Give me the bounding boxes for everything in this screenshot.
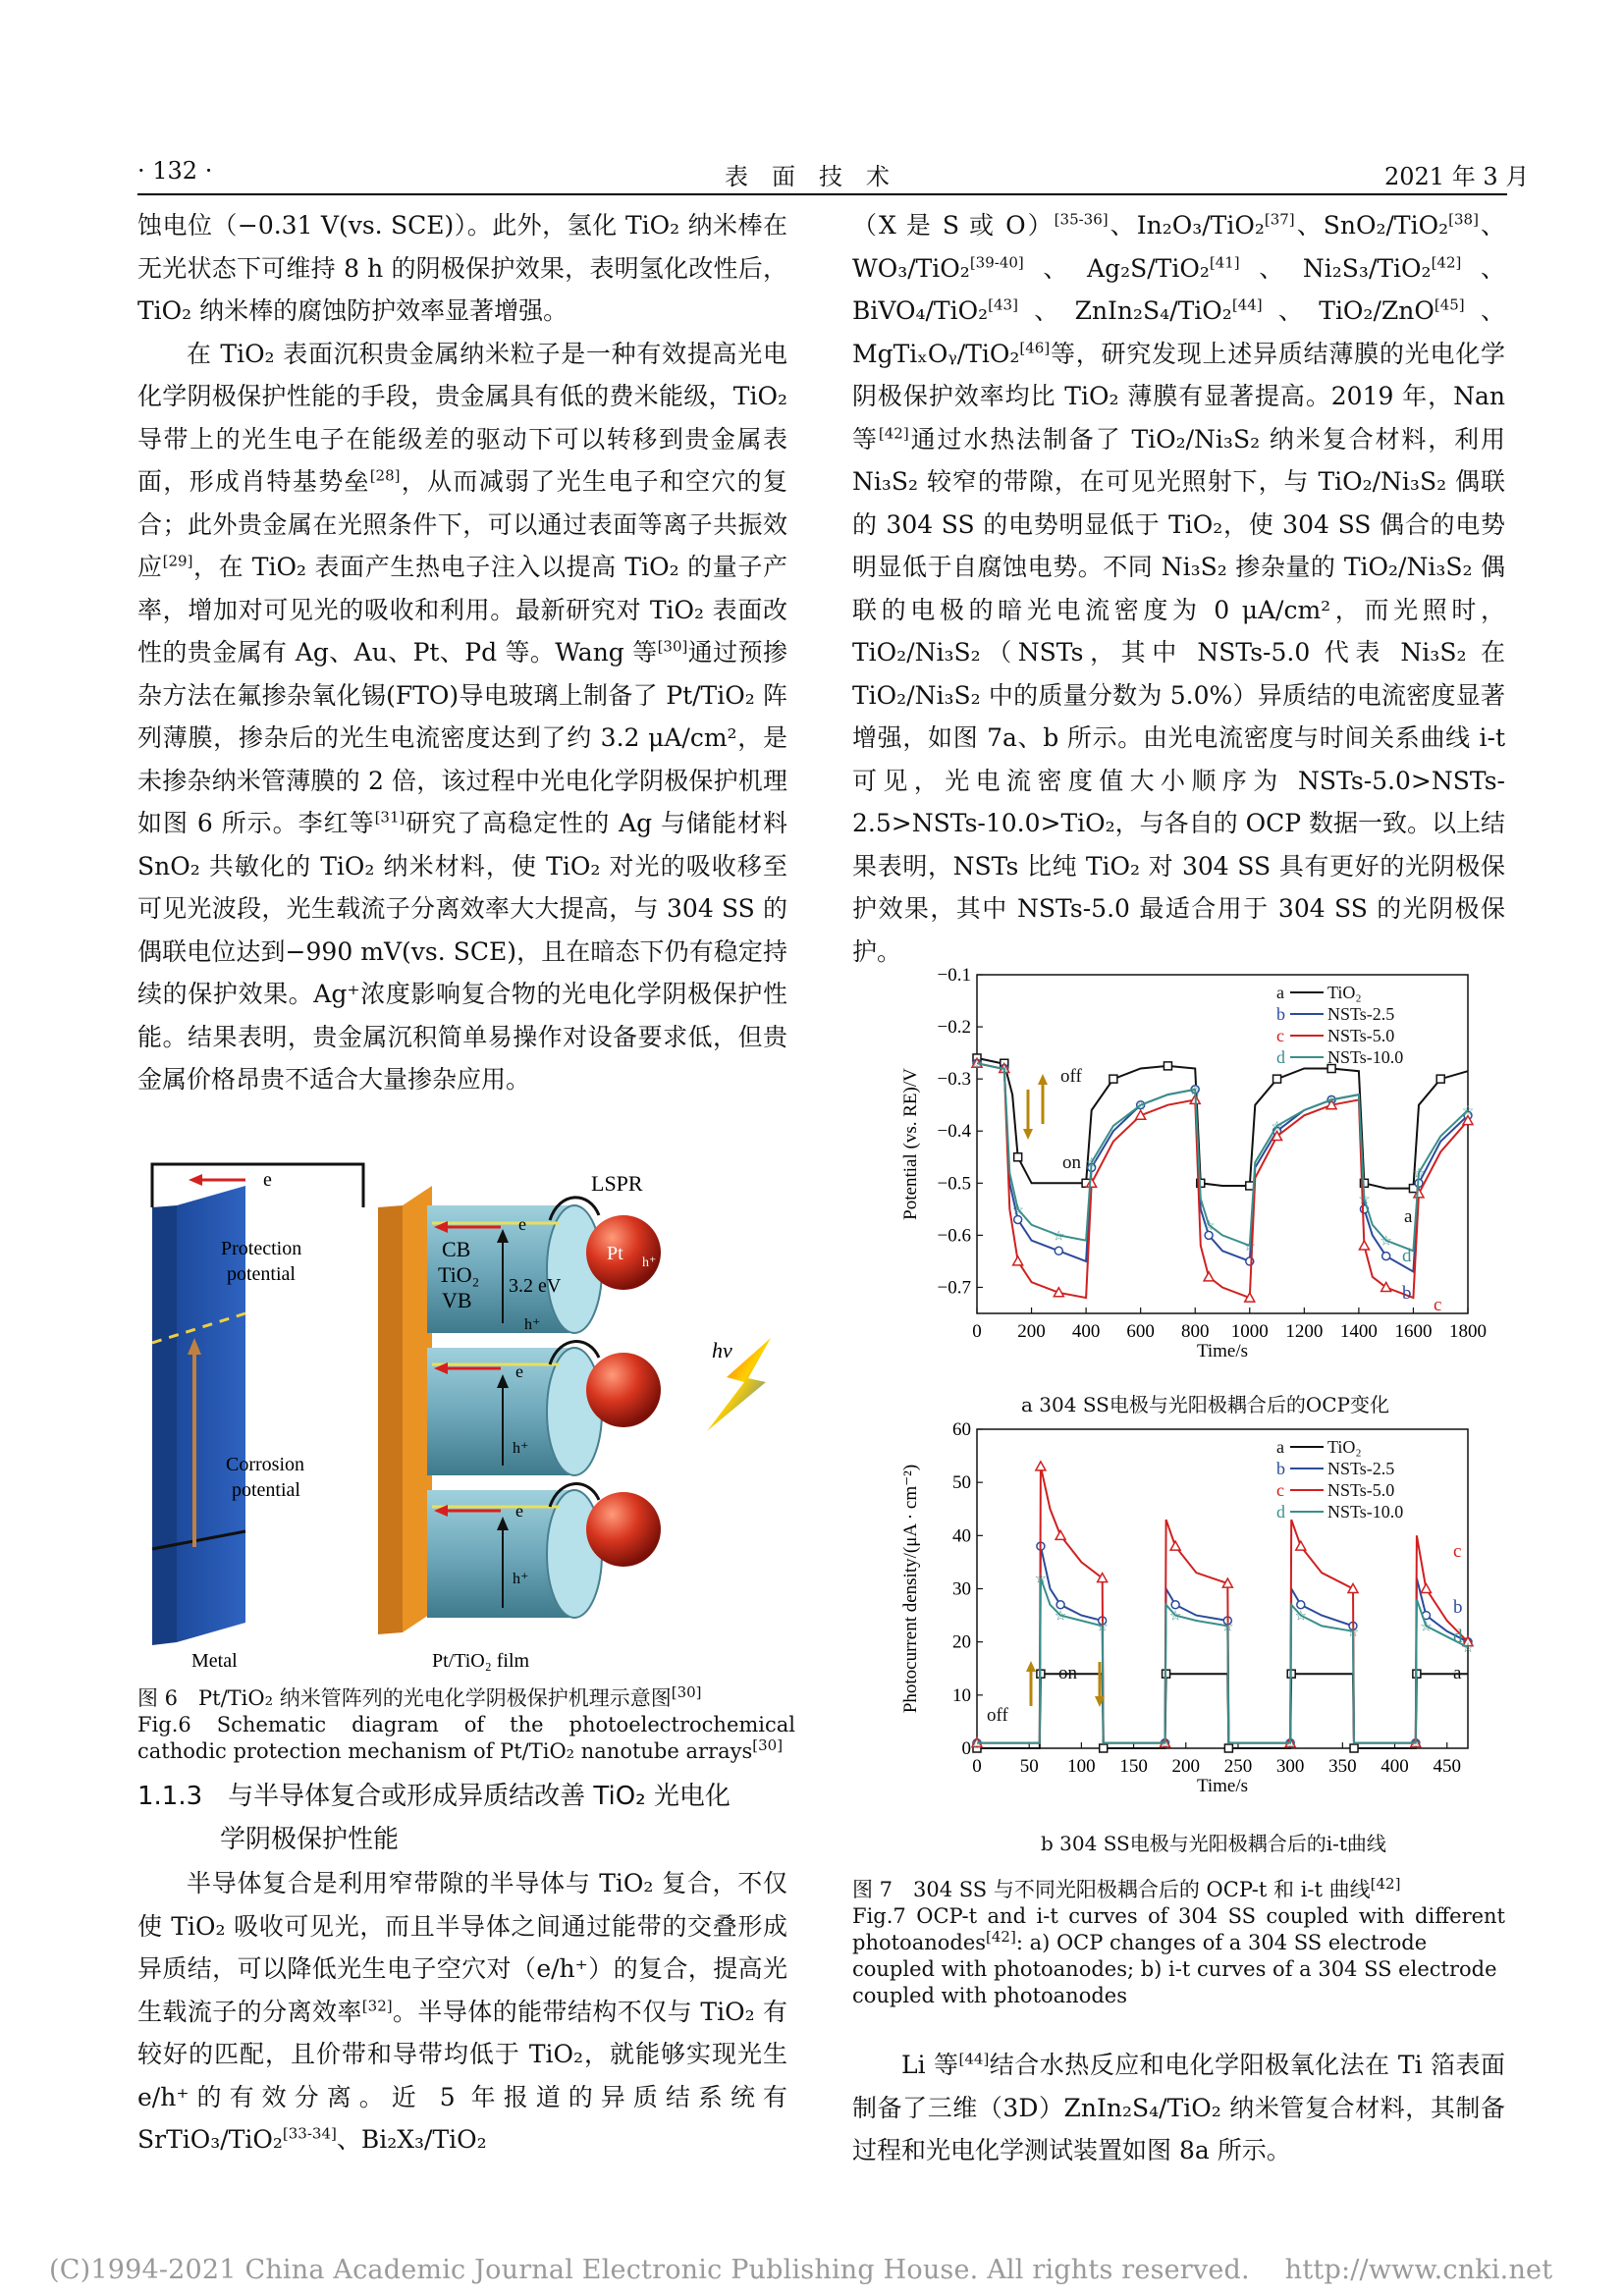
y-tick-label: 10 [952, 1684, 971, 1706]
data-point [1100, 1744, 1108, 1752]
x-tick-label: 200 [1171, 1756, 1201, 1777]
data-point: ☆ [1188, 1083, 1202, 1098]
page-number: · 132 · [137, 157, 213, 185]
legend-label: NSTs-5.0 [1327, 1026, 1395, 1045]
data-point [1359, 1241, 1369, 1250]
data-point: ☆ [1271, 1119, 1283, 1135]
off-annotation: off [1060, 1066, 1082, 1087]
data-point [1382, 1253, 1390, 1260]
data-point: ☆ [1358, 1193, 1371, 1208]
figure7b-subcaption: b 304 SS电极与光阳极耦合后的i-t曲线 [1041, 1832, 1386, 1855]
issue-date: 2021 年 3 月 [1384, 163, 1530, 190]
data-point: ☆ [1053, 1229, 1065, 1245]
citation: [31] [374, 808, 406, 827]
hole-label: h⁺ [513, 1440, 529, 1457]
data-point [1170, 1541, 1180, 1550]
data-point [1296, 1541, 1306, 1550]
y-tick-label: 20 [952, 1631, 971, 1653]
y-tick-label: 40 [952, 1525, 971, 1547]
data-point: ☆ [970, 1057, 984, 1073]
curve-d-annotation: d [1402, 1246, 1412, 1266]
data-point [1436, 1075, 1444, 1083]
data-point [1204, 1272, 1214, 1281]
y-tick-label: −0.6 [937, 1225, 971, 1247]
paragraph: 半导体复合是利用窄带隙的半导体与 TiO₂ 复合，不仅使 TiO₂ 吸收可见光，而且半导体之间通过能带的交叠形成异质结，可以降低光生电子空穴对（e/h⁺）的复合，提高光生载流子的分离效率[32]。半导体的能带结构不仅与 TiO₂ 有较好的匹配，且价带和导带均低于 TiO₂，就能够实现光生 e/h⁺的有效分离。近 5 年报道的异质结系统有 SrTiO₃/TiO₂[33-34]、Bi₂X₃/TiO₂ [137, 1869, 787, 2154]
data-point [1164, 1062, 1171, 1070]
x-tick-label: 1800 [1449, 1321, 1487, 1342]
data-point [1036, 1462, 1046, 1470]
y-tick-label: −0.4 [937, 1121, 971, 1143]
x-tick-label: 200 [1017, 1321, 1046, 1342]
x-axis-label: Time/s [1196, 1341, 1249, 1362]
x-tick-label: 300 [1275, 1756, 1305, 1777]
curve-b-annotation: b [1453, 1597, 1463, 1618]
figure7b-chart [884, 1421, 1492, 1814]
corrosion-label-2: potential [232, 1479, 300, 1501]
citation: [30] [657, 637, 688, 656]
right-column-bottom [852, 2044, 1505, 2172]
y-tick-label: 30 [952, 1578, 971, 1600]
corrosion-label: Corrosion [226, 1454, 304, 1475]
series-line-3 [977, 1063, 1468, 1298]
data-point: ☆ [1461, 1104, 1475, 1119]
x-tick-label: 1200 [1285, 1321, 1324, 1342]
pt-label: Pt [607, 1243, 623, 1264]
legend-label: NSTs-5.0 [1327, 1480, 1395, 1500]
legend-key: d [1276, 1502, 1285, 1522]
data-point: ☆ [1461, 1641, 1475, 1657]
bandgap-label: 3.2 eV [509, 1275, 562, 1297]
data-point [1055, 1247, 1062, 1255]
y-tick-label: −0.3 [937, 1069, 971, 1091]
x-tick-label: 50 [1019, 1756, 1039, 1777]
data-point: ☆ [1283, 1736, 1297, 1752]
electron-label: e [515, 1362, 523, 1381]
x-tick-label: 1400 [1339, 1321, 1378, 1342]
x-tick-label: 0 [972, 1756, 982, 1777]
electron-label: e [515, 1501, 523, 1521]
off-annotation: off [987, 1705, 1008, 1726]
film-label: Pt/TiO₂ film [432, 1650, 530, 1672]
on-annotation: on [1062, 1152, 1081, 1173]
citation: [32] [361, 1997, 393, 2015]
x-axis-label: Time/s [1196, 1776, 1249, 1796]
y-tick-label: −0.7 [937, 1277, 971, 1299]
pt-nanoparticle [586, 1492, 661, 1567]
legend-key: b [1276, 1459, 1285, 1478]
data-point: ☆ [1085, 1156, 1098, 1172]
data-point: ☆ [1412, 1166, 1426, 1182]
legend-label: TiO₂ [1327, 1437, 1362, 1457]
legend-label: TiO₂ [1327, 983, 1362, 1002]
x-tick-label: 250 [1223, 1756, 1253, 1777]
data-point: ☆ [1243, 1240, 1257, 1255]
citation: [28] [369, 466, 401, 485]
e-label: e [263, 1169, 272, 1191]
legend-key: d [1276, 1047, 1285, 1067]
legend-label: NSTs-2.5 [1327, 1004, 1395, 1024]
data-point: ☆ [1168, 1609, 1182, 1625]
data-point [1056, 1530, 1065, 1539]
electron-label: e [518, 1214, 526, 1234]
paragraph: （X 是 S 或 O）[35-36]、In₂O₃/TiO₂[37]、SnO₂/TiO₂[38]、WO₃/TiO₂[39-40]、Ag₂S/TiO₂[41]、Ni₂S₃/TiO₂[42]、BiVO₄/TiO₂[43]、ZnIn₂S₄/TiO₂[44]、TiO₂/ZnO[45]、MgTiₓOᵧ/TiO₂[46]等，研究发现上述异质结薄膜的光电化学阴极保护效率均比 TiO₂ 薄膜有显著提高。2019 年，Nan 等[42]通过水热法制备了 TiO₂/Ni₃S₂ 纳米复合材料，利用 Ni₃S₂ 较窄的带隙，在可见光照射下，与 TiO₂/Ni₃S₂ 偶联的 304 SS 的电势明显低于 TiO₂，使 304 SS 偶合的电势明显低于自腐蚀电势。不同 Ni₃S₂ 掺杂量的 TiO₂/Ni₃S₂ 偶联的电极的暗光电流密度为 0 μA/cm²，而光照时，TiO₂/Ni₃S₂（NSTs，其中 NSTs-5.0 代表 Ni₃S₂ 在 TiO₂/Ni₃S₂ 中的质量分数为 5.0%）异质结的电流密度显著增强，如图 7a、b 所示。由光电流密度与时间关系曲线 i-t 可见，光电流密度值大小顺序为 NSTs-5.0>NSTs-2.5>NSTs-10.0>TiO₂，与各自的 OCP 数据一致。以上结果表明，NSTs 比纯 TiO₂ 对 304 SS 具有更好的光阴极保护效果，其中 NSTs-5.0 最适合用于 304 SS 的光阴极保护。 [852, 210, 1505, 966]
data-point: ☆ [1159, 1736, 1171, 1752]
y-axis-label: Photocurrent density/(μA · cm⁻²) [900, 1464, 921, 1714]
data-point [1350, 1744, 1358, 1752]
curve-b-annotation: b [1402, 1283, 1412, 1304]
protection-label: Protection [221, 1238, 302, 1259]
pt-nanoparticle [586, 1215, 661, 1290]
citation: [29] [162, 552, 193, 570]
x-tick-label: 150 [1119, 1756, 1148, 1777]
data-point [1014, 1153, 1022, 1161]
y-tick-label: 50 [952, 1472, 971, 1494]
curve-c-annotation: c [1453, 1541, 1462, 1562]
data-point [1110, 1075, 1117, 1083]
data-point: ☆ [1380, 1234, 1392, 1250]
left-column-bottom [137, 1862, 787, 2162]
figure7a-subcaption: a 304 SS电极与光阳极耦合后的OCP变化 [1021, 1393, 1390, 1416]
figure7a-chart [884, 967, 1492, 1384]
hole-label: h⁺ [524, 1316, 541, 1333]
y-tick-label: −0.2 [937, 1017, 971, 1039]
x-tick-label: 800 [1180, 1321, 1210, 1342]
series-line-4 [977, 1063, 1468, 1251]
metal-label: Metal [191, 1650, 238, 1672]
tio2-label: TiO₂ [438, 1262, 480, 1287]
legend-label: NSTs-2.5 [1327, 1459, 1395, 1478]
hole-label: h⁺ [513, 1571, 529, 1587]
data-point [1348, 1584, 1358, 1593]
legend-key: a [1276, 1437, 1284, 1457]
series-line-1 [977, 1058, 1468, 1189]
data-point: ☆ [1096, 1620, 1109, 1635]
data-point [1273, 1075, 1281, 1083]
journal-title: 表 面 技 术 [725, 163, 890, 190]
curve-a-annotation: a [1453, 1663, 1462, 1683]
section-heading: 1.1.3 与半导体复合或形成异质结改善 TiO₂ 光电化 学阴极保护性能 [137, 1782, 731, 1854]
legend-key: b [1276, 1004, 1285, 1024]
legend-key: c [1276, 1480, 1284, 1500]
y-tick-label: 60 [952, 1421, 971, 1440]
y-axis-label: Potential (vs. RE)/V [900, 1068, 921, 1220]
protection-label-2: potential [227, 1263, 296, 1285]
data-point: ☆ [1054, 1609, 1067, 1625]
series-line-2 [977, 1546, 1468, 1742]
data-point: ☆ [1202, 1218, 1216, 1234]
data-point [1224, 1744, 1232, 1752]
x-tick-label: 450 [1433, 1756, 1461, 1777]
copyright-footer: (C)1994-2021 China Academic Journal Electronic Publishing House. All rights reserved. http://www.cnki.net [49, 2255, 1553, 2285]
x-tick-label: 100 [1067, 1756, 1096, 1777]
series-line-4 [977, 1578, 1468, 1743]
left-column-top [137, 204, 787, 1101]
data-point: ☆ [1420, 1620, 1433, 1635]
data-point [1056, 1601, 1064, 1609]
legend-label: NSTs-10.0 [1327, 1047, 1404, 1067]
x-tick-label: 1000 [1230, 1321, 1269, 1342]
y-tick-label: −0.5 [937, 1173, 971, 1195]
data-point: ☆ [1134, 1098, 1147, 1114]
x-tick-label: 1600 [1394, 1321, 1433, 1342]
vb-label: VB [442, 1288, 472, 1312]
data-point: ☆ [1221, 1620, 1234, 1635]
legend-key: c [1276, 1026, 1284, 1045]
data-point [1297, 1601, 1305, 1609]
data-point: ☆ [1011, 1202, 1024, 1218]
legend-key: a [1276, 983, 1284, 1002]
paragraph: 在 TiO₂ 表面沉积贵金属纳米粒子是一种有效提高光电化学阴极保护性能的手段，贵金属具有低的费米能级，TiO₂ 导带上的光生电子在能级差的驱动下可以转移到贵金属表面，形成肖特基势垒[28]，从而减弱了光生电子和空穴的复合；此外贵金属在光照条件下，可以通过表面等离子共振效应[29]，在 TiO₂ 表面产生热电子注入以提高 TiO₂ 的量子产率，增加对可见光的吸收和利用。最新研究对 TiO₂ 表面改性的贵金属有 Ag、Au、Pt、Pd 等。Wang 等[30]通过预掺杂方法在氟掺杂氧化锡(FTO)导电玻璃上制备了 Pt/TiO₂ 阵列薄膜，掺杂后的光生电流密度达到了约 3.2 μA/cm²，是未掺杂纳米管薄膜的 2 倍，该过程中光电化学阴极保护机理如图 6 所示。李红等[31]研究了高稳定性的 Ag 与储能材料 SnO₂ 共敏化的 TiO₂ 纳米材料，使 TiO₂ 对光的吸收移至可见光波段，光生载流子分离效率大大提高，与 304 SS 的偶联电位达到−990 mV(vs. SCE)，且在暗态下仍有稳定持续的保护效果。Ag⁺浓度影响复合物的光电化学阴极保护性能。结果表明，贵金属沉积简单易操作对设备要求低，但贵金属价格昂贵不适合大量掺杂应用。 [137, 339, 787, 1094]
data-point [1421, 1584, 1431, 1593]
x-tick-label: 600 [1126, 1321, 1155, 1342]
x-tick-label: 400 [1380, 1756, 1409, 1777]
on-annotation: on [1058, 1663, 1077, 1683]
curve-d-annotation: d [1453, 1627, 1463, 1647]
figure7-caption: 图 7 304 SS 与不同光阳极耦合后的 OCP-t 和 i-t 曲线[42] Fig.7 OCP-t and i-t curves of 304 SS coupled with different photoanodes[42]: a) OCP changes of a 304 SS electrode coupled with photoanodes; b) i-t curves of a 304 SS electrode coupled with photoanodes [852, 1875, 1505, 2007]
curve-c-annotation: c [1434, 1295, 1442, 1315]
cb-label: CB [442, 1237, 471, 1261]
x-tick-label: 0 [972, 1321, 982, 1342]
data-point [1171, 1601, 1179, 1609]
x-tick-label: 400 [1071, 1321, 1101, 1342]
header-rule [137, 193, 1507, 195]
right-column-top [852, 204, 1505, 973]
citation: [33-34] [282, 2124, 337, 2143]
data-point: ☆ [998, 1062, 1011, 1078]
wire [152, 1164, 363, 1207]
y-tick-label: −0.1 [937, 967, 971, 986]
data-point: ☆ [1325, 1094, 1338, 1109]
hv-label: hv [712, 1338, 732, 1362]
pt-nanoparticle [586, 1353, 661, 1427]
data-point [1013, 1256, 1023, 1265]
data-point: ☆ [1346, 1625, 1360, 1640]
paragraph: 蚀电位（−0.31 V(vs. SCE)）。此外，氢化 TiO₂ 纳米棒在无光状态下可维持 8 h 的阴极保护效果，表明氢化改性后，TiO₂ 纳米棒的腐蚀防护效率显著增强。 [137, 211, 787, 325]
lspr-label: LSPR [591, 1171, 643, 1196]
legend-label: NSTs-10.0 [1327, 1502, 1404, 1522]
data-point: ☆ [1034, 1572, 1048, 1587]
figure6-diagram [137, 1147, 795, 1684]
x-tick-label: 350 [1328, 1756, 1357, 1777]
curve-a-annotation: a [1404, 1206, 1413, 1227]
series-line-1 [977, 1674, 1468, 1748]
data-point: ☆ [970, 1736, 984, 1752]
y-tick-label: 0 [961, 1738, 971, 1759]
paragraph: Li 等[44]结合水热反应和电化学阳极氧化法在 Ti 箔表面制备了三维（3D）ZnIn₂S₄/TiO₂ 纳米管复合材料，其制备过程和光电化学测试装置如图 8a 所示。 [852, 2050, 1505, 2164]
series-line-2 [977, 1063, 1468, 1271]
figure6-caption: 图 6 Pt/TiO₂ 纳米管阵列的光电化学阴极保护机理示意图[30] Fig.6 Schematic diagram of the photoelectrochemical cathodic protection mechanism of Pt/TiO₂ nanotube arrays[30] [137, 1683, 795, 1763]
hole-label: h⁺ [642, 1255, 657, 1270]
data-point: ☆ [1294, 1609, 1308, 1625]
data-point: ☆ [1409, 1736, 1423, 1752]
